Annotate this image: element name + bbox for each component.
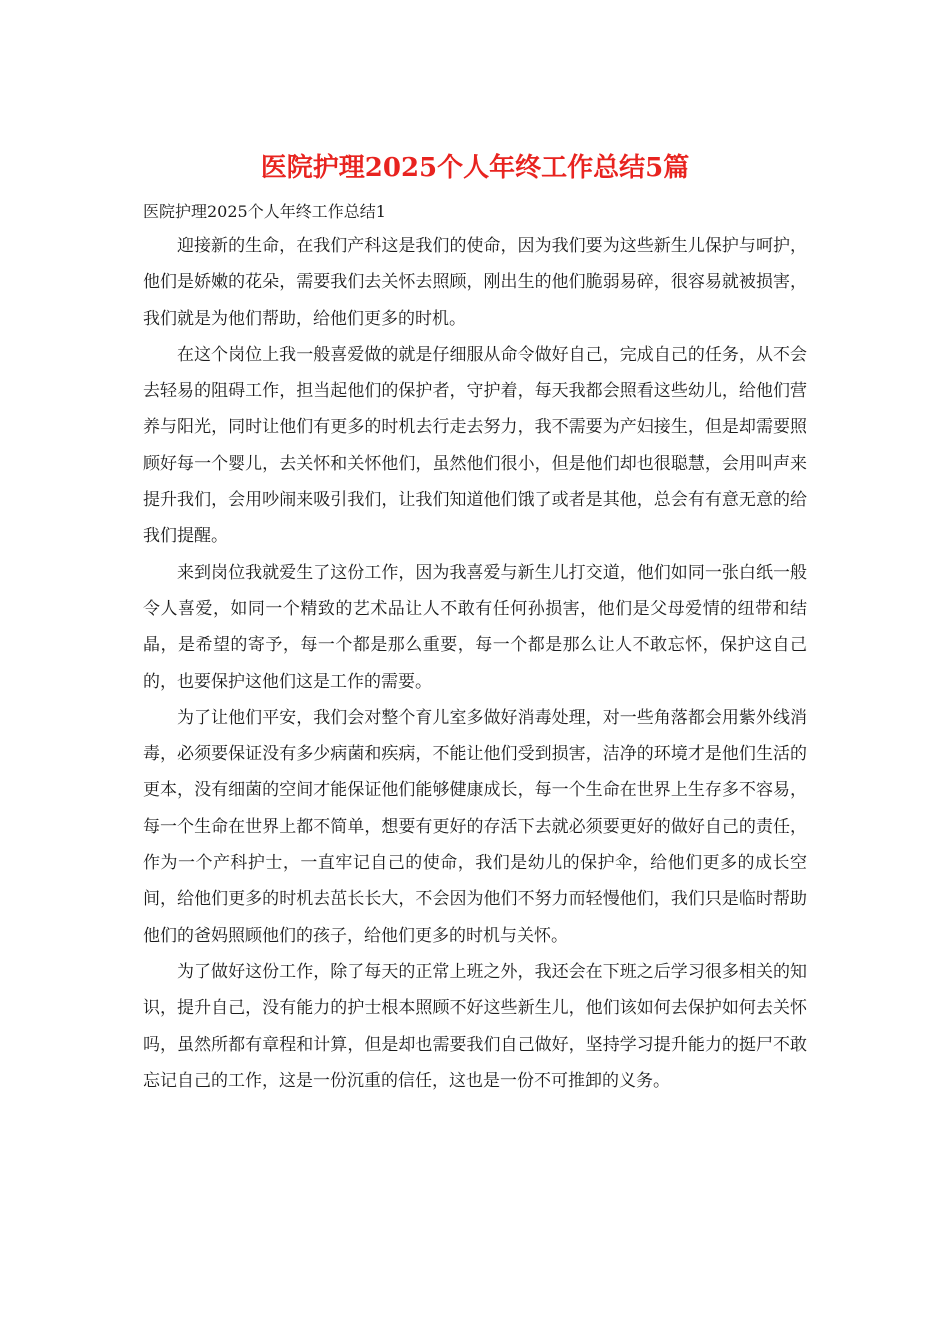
paragraph-4: 为了让他们平安，我们会对整个育儿室多做好消毒处理，对一些角落都会用紫外线消毒，必须要保证没有多少病菌和疾病，不能让他们受到损害，洁净的环境才是他们生活的更本，没有细菌的空间才能保证他们能够健康成长，每一个生命在世界上生存多不容易，每一个生命在世界上都不简单，想要有更好的存活下去就必须要更好的做好自己的责任，作为一个产科护士，一直牢记自己的使命，我们是幼儿的保护伞，给他们更多的成长空间，给他们更多的时机去茁长长大，不会因为他们不努力而轻慢他们，我们只是临时帮助他们的爸妈照顾他们的孩子，给他们更多的时机与关怀。: [143, 707, 807, 946]
paragraph-2: 在这个岗位上我一般喜爱做的就是仔细服从命令做好自己，完成自己的任务，从不会去轻易的阻碍工作，担当起他们的保护者，守护着，每天我都会照看这些幼儿，给他们营养与阳光，同时让他们有更多的时机去行走去努力，我不需要为产妇接生，但是却需要照顾好每一个婴儿，去关怀和关怀他们，虽然他们很小，但是他们却也很聪慧，会用叫声来提升我们，会用吵闹来吸引我们，让我们知道他们饿了或者是其他，总会有有意无意的给我们提醒。: [143, 344, 807, 547]
paragraph-3: 来到岗位我就爱生了这份工作，因为我喜爱与新生儿打交道，他们如同一张白纸一般令人喜爱，如同一个精致的艺术品让人不敢有任何孙损害，他们是父母爱情的纽带和结晶，是希望的寄予，每一个都是那么重要，每一个都是那么让人不敢忘怀，保护这自己的，也要保护这他们这是工作的需要。: [143, 562, 807, 692]
document-title: 医院护理2025个人年终工作总结5篇: [260, 153, 690, 183]
document-body: [143, 196, 807, 1099]
paragraph-5: 为了做好这份工作，除了每天的正常上班之外，我还会在下班之后学习很多相关的知识，提升自己，没有能力的护士根本照顾不好这些新生儿，他们该如何去保护如何去关怀吗，虽然所都有章程和计算，但是却也需要我们自己做好，坚持学习提升能力的挺尸不敢忘记自己的工作，这是一份沉重的信任，这也是一份不可推卸的义务。: [143, 961, 807, 1091]
paragraph-1: 迎接新的生命，在我们产科这是我们的使命，因为我们要为这些新生儿保护与呵护，他们是娇嫩的花朵，需要我们去关怀去照顾，刚出生的他们脆弱易碎，很容易就被损害，我们就是为他们帮助，给他们更多的时机。: [143, 236, 807, 329]
section-heading: 医院护理2025个人年终工作总结1: [143, 202, 386, 221]
